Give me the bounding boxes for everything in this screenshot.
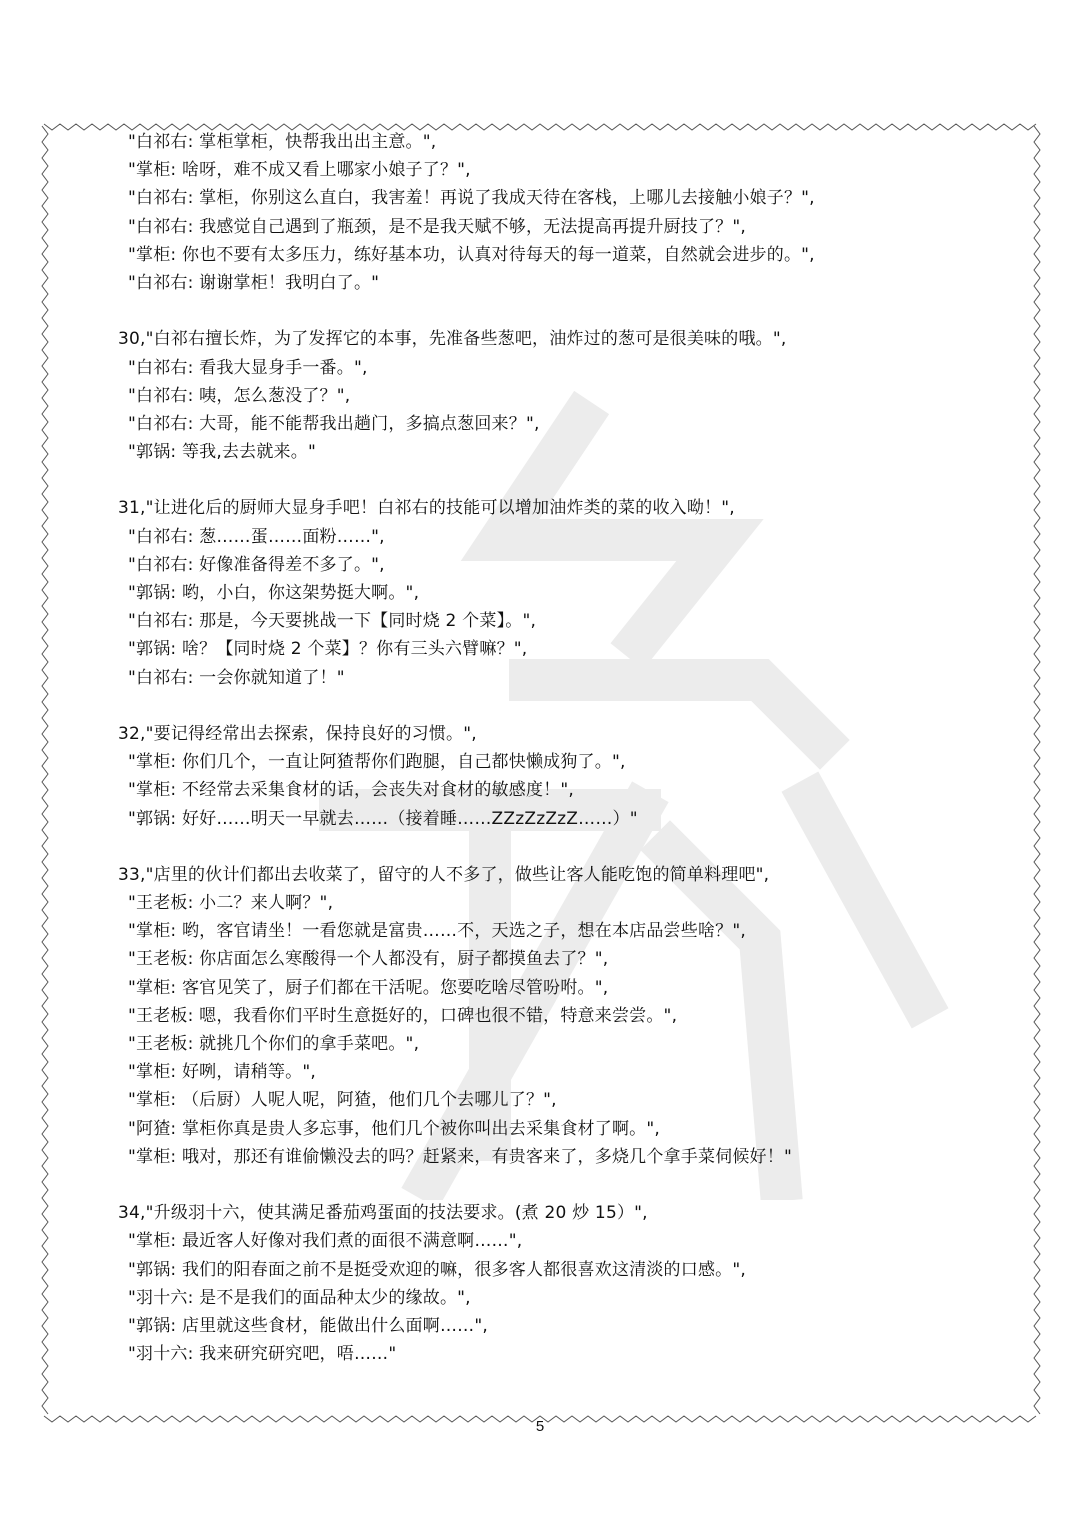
section-heading: 33,"店里的伙计们都出去收菜了，留守的人不多了，做些让客人能吃饱的简单料理吧", [118, 864, 770, 885]
section-heading: 34,"升级羽十六，使其满足番茄鸡蛋面的技法要求。(煮 20 炒 15）", [118, 1203, 648, 1224]
dialogue-line: "白祁右: 大哥，能不能帮我出趟门，多搞点葱回来？", [128, 413, 540, 434]
dialogue-line: "白祁右: 谢谢掌柜！我明白了。" [128, 272, 380, 293]
section-heading: 30,"白祁右擅长炸，为了发挥它的本事，先准备些葱吧，油炸过的葱可是很美味的哦。", [118, 329, 787, 350]
dialogue-line: "白祁右: 看我大显身手一番。", [128, 357, 368, 378]
paragraph-gap [118, 297, 918, 325]
dialogue-line: "白祁右: 掌柜掌柜，快帮我出出主意。", [128, 132, 437, 152]
dialogue-line: "王老板: 嗯，我看你们平时生意挺好的，口碑也很不错，特意来尝尝。", [128, 1005, 678, 1026]
dialogue-line: "掌柜: 啥呀，难不成又看上哪家小娘子了？", [128, 160, 471, 181]
dialogue-line: "掌柜: 哦对，那还有谁偷懒没去的吗？赶紧来，有贵客来了，多烧几个拿手菜伺候好！" [128, 1146, 792, 1167]
dialogue-line: "阿猹: 掌柜你真是贵人多忘事，他们几个被你叫出去采集食材了啊。", [128, 1118, 660, 1139]
dialogue-line: "王老板: 就挑几个你们的拿手菜吧。", [128, 1034, 420, 1054]
dialogue-line: "郭锅: 店里就这些食材，能做出什么面啊……", [128, 1315, 488, 1336]
dialogue-line: "掌柜: 好咧，请稍等。", [128, 1062, 316, 1083]
dialogue-line: "掌柜: 客官见笑了，厨子们都在干活呢。您要吃啥尽管吩咐。", [128, 977, 609, 998]
dialogue-line: "白祁右: 葱……蛋……面粉……", [128, 526, 385, 547]
dialogue-line: "掌柜: 你也不要有太多压力，练好基本功，认真对待每天的每一道菜，自然就会进步的。", [128, 244, 815, 265]
page-number: 5 [535, 1418, 545, 1435]
dialogue-line: "白祁右: 一会你就知道了！" [128, 667, 345, 688]
dialogue-line: "掌柜: 不经常去采集食材的话，会丧失对食材的敏感度！", [128, 780, 574, 801]
dialogue-line: "郭锅: 啥？【同时烧 2 个菜】？你有三头六臂嘛？", [128, 639, 528, 660]
dialogue-line: "郭锅: 等我,去去就来。" [128, 442, 316, 463]
section-heading: 32,"要记得经常出去探索，保持良好的习惯。", [118, 723, 477, 744]
dialogue-line: "王老板: 你店面怎么寒酸得一个人都没有，厨子都摸鱼去了？", [128, 949, 609, 970]
dialogue-line: "羽十六: 我来研究研究吧，唔……" [128, 1344, 397, 1365]
paragraph-gap [118, 833, 918, 861]
dialogue-line: "白祁右: 好像准备得差不多了。", [128, 554, 385, 575]
dialogue-line: "郭锅: 我们的阳春面之前不是挺受欢迎的嘛，很多客人都很喜欢这清淡的口感。", [128, 1259, 746, 1280]
document-body [118, 128, 918, 1368]
dialogue-line: "掌柜: 你们几个，一直让阿猹帮你们跑腿，自己都快懒成狗了。", [128, 752, 626, 773]
dialogue-line: "白祁右: 那是，今天要挑战一下【同时烧 2 个菜】。", [128, 611, 537, 632]
section-heading: 31,"让进化后的厨师大显身手吧！白祁右的技能可以增加油炸类的菜的收入呦！", [118, 498, 735, 519]
dialogue-line: "白祁右: 掌柜，你别这么直白，我害羞！再说了我成天待在客栈，上哪儿去接触小娘子？", [128, 188, 815, 209]
dialogue-line: "白祁右: 咦，怎么葱没了？", [128, 385, 351, 406]
paragraph-gap [118, 692, 918, 720]
dialogue-line: "郭锅: 好好……明天一早就去……（接着睡……ZZzZzZzZ……）" [128, 808, 638, 829]
dialogue-line: "掌柜: 最近客人好像对我们煮的面很不满意啊……", [128, 1231, 523, 1252]
dialogue-line: "羽十六: 是不是我们的面品种太少的缘故。", [128, 1287, 471, 1308]
dialogue-line: "王老板: 小二？来人啊？", [128, 893, 334, 914]
paragraph-gap [118, 1171, 918, 1199]
dialogue-line: "白祁右: 我感觉自己遇到了瓶颈，是不是我天赋不够，无法提高再提升厨技了？", [128, 216, 746, 237]
dialogue-line: "掌柜: 哟，客官请坐！一看您就是富贵……不，天选之子，想在本店品尝些啥？", [128, 921, 746, 942]
dialogue-line: "郭锅: 哟，小白，你这架势挺大啊。", [128, 583, 420, 603]
paragraph-gap [118, 466, 918, 494]
dialogue-line: "掌柜: （后厨）人呢人呢，阿猹，他们几个去哪儿了？", [128, 1090, 557, 1111]
